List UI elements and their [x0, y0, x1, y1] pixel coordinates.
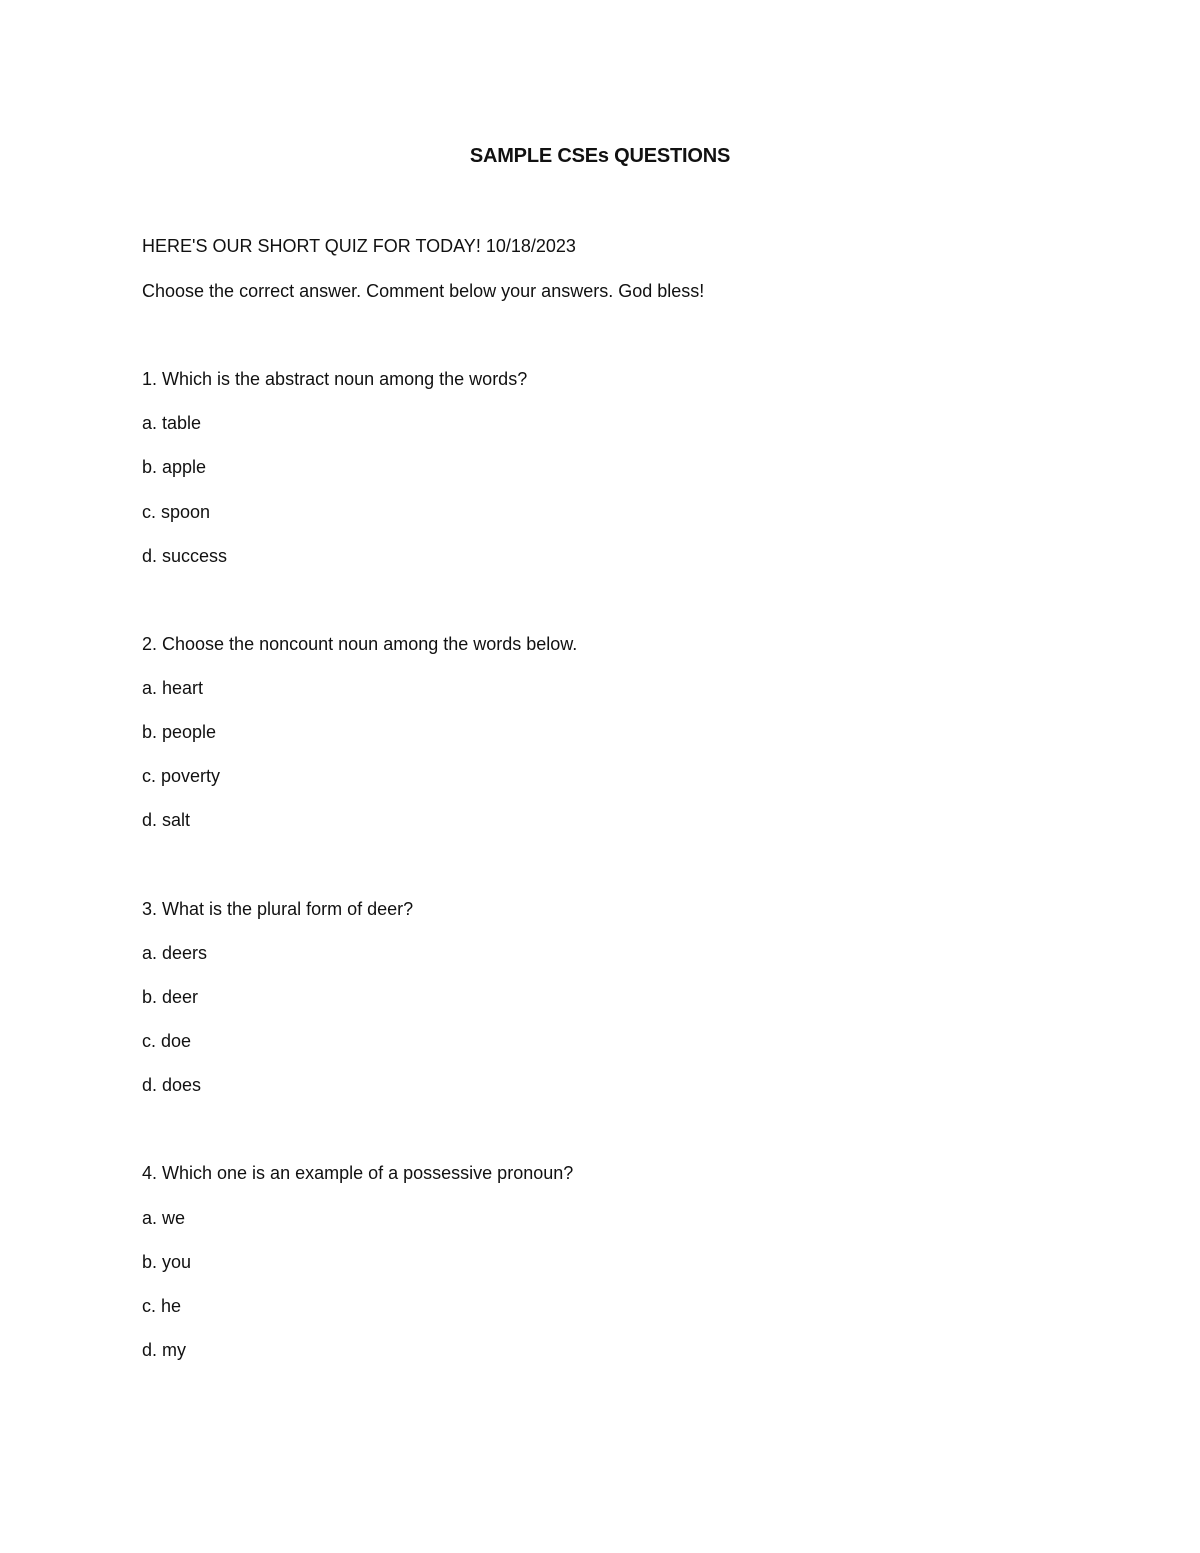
question-1-option-a: a. table [142, 413, 202, 433]
question-2-option-b: b. people [142, 722, 217, 742]
question-3-option-b: b. deer [142, 987, 199, 1007]
question-4-option-c: c. he [142, 1296, 182, 1316]
question-4-option-a: a. we [142, 1208, 186, 1228]
question-1-option-b: b. apple [142, 457, 207, 477]
question-2: 2. Choose the noncount noun among the words below. [142, 634, 578, 654]
question-2-option-c: c. poverty [142, 766, 221, 786]
quiz-heading: HERE'S OUR SHORT QUIZ FOR TODAY! 10/18/2023 [142, 236, 576, 256]
quiz-instruction: Choose the correct answer. Comment below your answers. God bless! [142, 281, 705, 301]
question-2-option-d: d. salt [142, 810, 191, 830]
question-2-option-a: a. heart [142, 678, 204, 698]
question-1-option-d: d. success [142, 546, 228, 566]
question-4-option-d: d. my [142, 1340, 187, 1360]
question-4: 4. Which one is an example of a possessive pronoun? [142, 1163, 574, 1183]
question-3-option-c: c. doe [142, 1031, 192, 1051]
question-4-option-b: b. you [142, 1252, 192, 1272]
question-1: 1. Which is the abstract noun among the words? [142, 369, 528, 389]
question-3-option-a: a. deers [142, 943, 208, 963]
question-1-option-c: c. spoon [142, 502, 211, 522]
question-3-option-d: d. does [142, 1075, 202, 1095]
question-3: 3. What is the plural form of deer? [142, 899, 414, 919]
document-title: SAMPLE CSEs QUESTIONS [469, 145, 731, 167]
